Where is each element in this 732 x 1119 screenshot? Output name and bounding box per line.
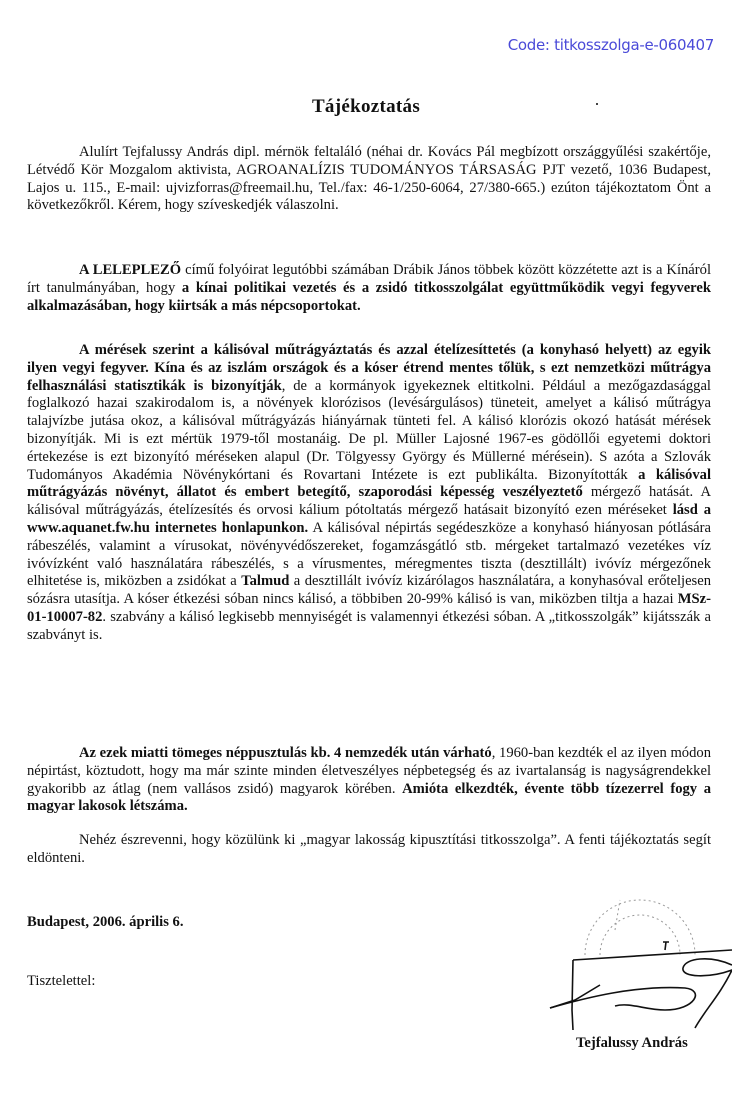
bold-text-run: Talmud	[241, 573, 290, 590]
text-run: Nehéz észrevenni, hogy közülünk ki „magyar lakosság kipusztítási titkosszolga”. A fenti tájékoztatás segít eldönteni.	[27, 832, 711, 866]
paragraph-measurements	[27, 342, 711, 645]
document-date: Budapest, 2006. április 6.	[27, 914, 184, 930]
bold-text-run: A LELEPLEZŐ	[79, 262, 182, 278]
bold-text-run: Az ezek miatti tömeges néppusztulás kb. 4 nemzedék után várható	[79, 745, 492, 761]
paragraph-leleplezo	[27, 262, 711, 315]
text-run: , 1960-ban kezdték el az ilyen módon népirtást, köztudott, hogy ma már szinte minden életveszélyes népbetegség és az ivartalanság is nagyságrendekkel gyakoribb az átlag (nem vallásos zsidó) magyarok körében.	[27, 745, 711, 797]
bold-text-run: a kálisóval műtrágyázás növényt, állatot és embert betegítő, szaporodási képesség veszélyeztető	[27, 466, 711, 501]
text-run: , de a kormányok igyekeznek eltitkolni. Például a mezőgazdasággal foglalkozó hazai szakirodalom is, a növények klorózisos (levésárgulásos) tüneteit, amelyet a kálisó műtrágya talajvízbe jutása okoz, a kálisóval műtrágyázás hiányárnak tünteti fel. A kálisó klorózis okozó hatását mérések bizonyítják. Mi is ezt mértük 1979-től mostanáig. De pl. Müller Lajosné 1967-es gödöllői egyetemi doktori értekezése is ezt bizonyító méréseken alapul (Dr. Tölgyessy György és Müllerné mérésein). S azóta a Szlovák Tudományos Akadémia Növénykórtani és Rovartani Intézete is ezt publikálta. Bizonyították	[27, 377, 711, 483]
bold-text-run: Amióta elkezdték, évente több tízezerrel fogy a magyar lakosok létszáma.	[27, 780, 711, 815]
document-code-label: Code: titkosszolga-e-060407	[507, 36, 714, 54]
text-run: A kálisóval népirtás segédeszköze a konyhasó hiányosan pótlására rábeszélés, valamint a vírusokat, növényvédőszereket, fogamzásgátló stb. mérgeket tartalmazó vezetékes víz ivóvízként való használatára rábeszélés, s a vírusmentes, méregmentes tiszta (desztillált) ivóvíz mérgezőnek elhitetése is, miközben a zsidókat a	[27, 519, 711, 590]
bold-text-run: MSz-01-10007-82	[27, 591, 711, 625]
bold-text-run: A mérések szerint a kálisóval műtrágyáztatás és azzal ételízesíttetés (a konyhasó helyett) az egyik ilyen vegyi fegyver. Kína és az iszlám országok és a kóser étrend mentes tőlük, s ezt nemzetközi műtrágya felhasználási statisztikák is bizonyítják	[27, 342, 711, 394]
signature-stamp-icon	[545, 860, 732, 1035]
text-run: mérgező hatását. A kálisóval műtrágyázás, ételízesítés és orvosi kálium pótoltatás mérgező hatásait bizonyító ezen méréseket	[27, 484, 711, 519]
text-run: . szabvány a kálisó legkisebb mennyiségét is valamennyi étkezési sóban. A „titkosszolgák” kijátsszák a szabványt is.	[27, 608, 711, 643]
paragraph-population	[27, 745, 711, 816]
text-run: Alulírt Tejfalussy András dipl. mérnök feltaláló (néhai dr. Kovács Pál megbízott országgyűlési szakértője, Létvédő Kör Mozgalom aktivista, AGROANALÍZIS TUDOMÁNYOS TÁRSASÁG PJT vezető, 1036 Budapest, Lajos u. 115., E-mail: ujvizforras@freemail.hu, Tel./fax: 46-1/250-6064, 27/380-665.) ezúton tájékoztatom Önt a következőkről. Kérem, hogy szíveskedjék válaszolni.	[27, 144, 711, 214]
bold-text-run: lásd a www.aquanet.fw.hu internetes honlapunkon.	[27, 502, 711, 536]
document-title: Tájékoztatás	[311, 96, 421, 117]
text-run: a desztillált ivóvíz kizárólagos használatára, a konyhasóval erőteljesen sózásra utasítja. A kóser étkezési sóban nincs kálisó, a többiben 20-99% kálisó is van, miközben tiltja a hazai	[27, 573, 712, 608]
paragraph-intro	[27, 144, 711, 215]
bold-text-run: a kínai politikai vezetés és a zsidó titkosszolgálat együttműködik vegyi fegyverek alkalmazásában, hogy kiirtsák a más népcsoportokat.	[27, 279, 711, 314]
signatory-name: Tejfalussy András	[576, 1035, 688, 1051]
text-run: című folyóirat legutóbbi számában Drábik János többek között közzétette azt is a Kínáról írt tanulmányában, hogy	[27, 262, 711, 296]
closing-salutation: Tisztelettel:	[27, 973, 96, 989]
